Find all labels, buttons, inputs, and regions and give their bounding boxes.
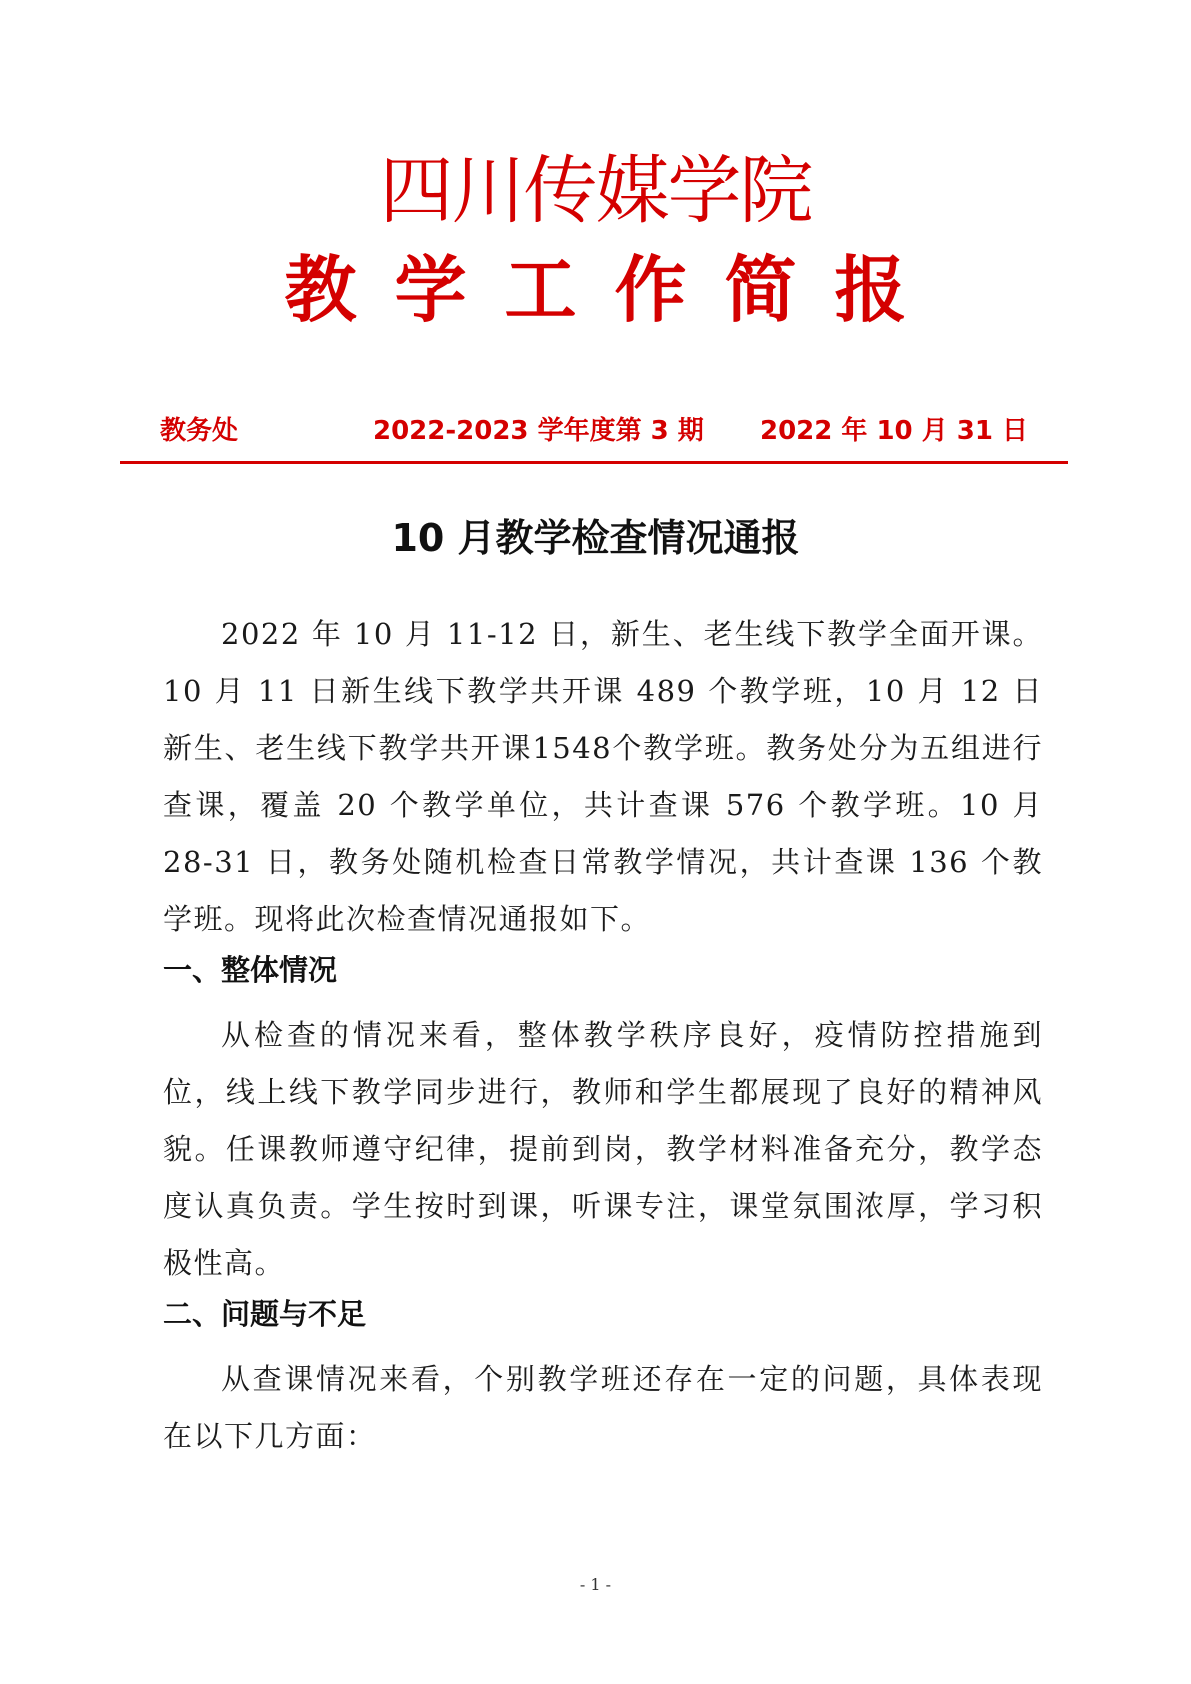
issue-info-bar: [160, 410, 1028, 450]
section-heading-problems: 二、问题与不足: [163, 1297, 367, 1331]
issue-department: 教务处: [160, 416, 239, 446]
intro-paragraph: 2022 年 10 月 11-12 日，新生、老生线下教学全面开课。10 月 11 日新生线下教学共开课 489 个教学班，10 月 12 日新生、老生线下教学共开课1548个教学班。教务处分为五组进行查课，覆盖 20 个教学单位，共计查课 576 个教学班。10 月 28-31 日，教务处随机检查日常教学情况，共计查课 136 个教学班。现将此次检查情况通报如下。: [163, 617, 1044, 936]
issue-period: 2022-2023 学年度第 3 期: [373, 416, 704, 446]
section-paragraph-overall: 从检查的情况来看，整体教学秩序良好，疫情防控措施到位，线上线下教学同步进行，教师和学生都展现了良好的精神风貌。任课教师遵守纪律，提前到岗，教学材料准备充分，教学态度认真负责。学生按时到课，听课专注，课堂氛围浓厚，学习积极性高。: [163, 1018, 1043, 1280]
masthead-publication-title: 教学工作简报: [284, 248, 945, 332]
issue-date: 2022 年 10 月 31 日: [760, 416, 1028, 446]
article-title: 10 月教学检查情况通报: [391, 516, 800, 560]
page-number: - 1 -: [579, 1575, 612, 1594]
masthead-school-name: 四川传媒学院: [379, 148, 812, 234]
section-heading-overall: 一、整体情况: [163, 953, 338, 987]
masthead-divider: [120, 461, 1068, 464]
section-paragraph-problems: 从查课情况来看，个别教学班还存在一定的问题，具体表现在以下几方面：: [163, 1362, 1043, 1453]
